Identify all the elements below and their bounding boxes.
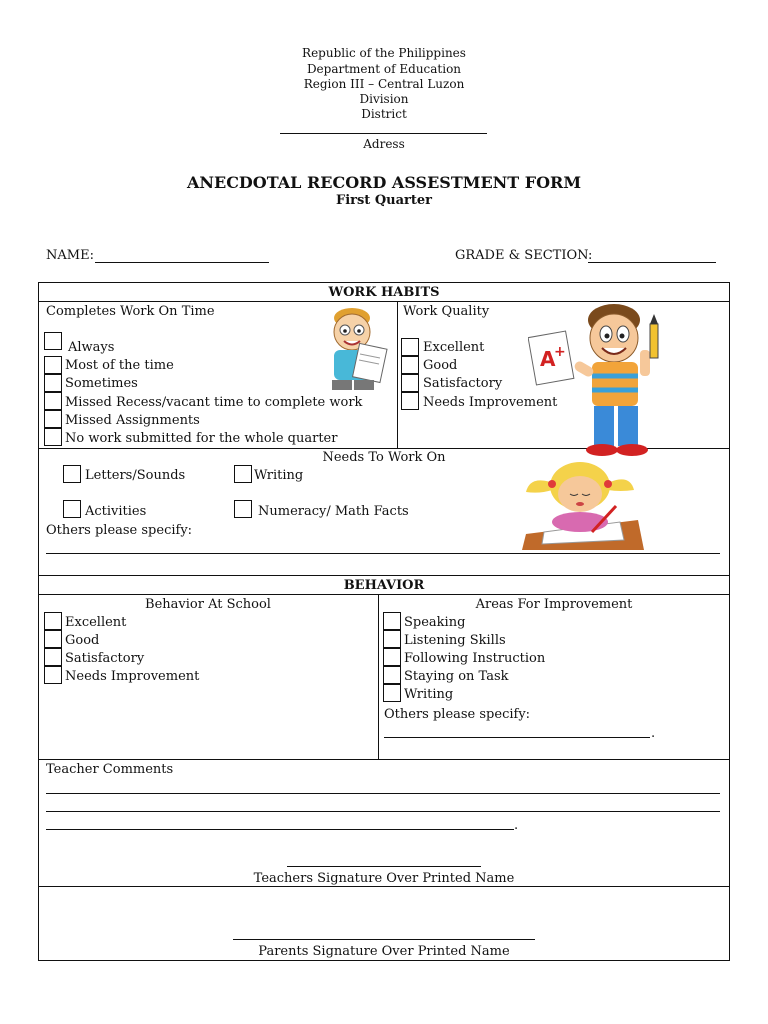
areas-others-line[interactable]	[384, 737, 650, 738]
grade-section-field[interactable]	[588, 262, 716, 263]
checkbox-speaking[interactable]	[383, 612, 401, 630]
option-missed-assignments: Missed Assignments	[65, 413, 200, 428]
needs-others-label: Others please specify:	[46, 523, 193, 538]
parent-signature-line[interactable]	[233, 939, 535, 940]
checkbox-numeracy[interactable]	[234, 500, 252, 518]
at-school-label: Behavior At School	[145, 597, 271, 612]
name-label: NAME:	[46, 248, 94, 263]
option-behavior-excellent: Excellent	[65, 615, 127, 630]
option-areas-writing: Writing	[404, 687, 454, 702]
svg-text:A: A	[540, 347, 556, 371]
checkbox-quality-satisfactory[interactable]	[401, 374, 419, 392]
teacher-comments-label: Teacher Comments	[46, 762, 174, 777]
grade-section-label: GRADE & SECTION:	[455, 248, 593, 263]
parent-signature-label: Parents Signature Over Printed Name	[258, 944, 510, 959]
option-numeracy: Numeracy/ Math Facts	[258, 504, 409, 519]
header-republic: Republic of the Philippines	[302, 46, 466, 60]
checkbox-missed-assignments[interactable]	[44, 410, 62, 428]
checkbox-most-of-time[interactable]	[44, 356, 62, 374]
option-sometimes: Sometimes	[65, 376, 138, 391]
option-no-work: No work submitted for the whole quarter	[65, 431, 338, 446]
checkbox-behavior-good[interactable]	[44, 630, 62, 648]
boy-with-pencil-icon	[528, 302, 670, 460]
option-quality-good: Good	[423, 358, 458, 373]
quality-label: Work Quality	[403, 304, 490, 319]
checkbox-missed-recess[interactable]	[44, 392, 62, 410]
girl-writing-icon	[520, 456, 646, 552]
checkbox-sometimes[interactable]	[44, 374, 62, 392]
option-writing: Writing	[254, 468, 304, 483]
areas-label: Areas For Improvement	[475, 597, 633, 612]
address-line	[280, 133, 487, 134]
comment-line-2[interactable]	[46, 811, 720, 812]
completes-label: Completes Work On Time	[46, 304, 215, 319]
checkbox-behavior-excellent[interactable]	[44, 612, 62, 630]
option-behavior-satisfactory: Satisfactory	[65, 651, 145, 666]
option-quality-excellent: Excellent	[423, 340, 485, 355]
option-quality-needs-improvement: Needs Improvement	[423, 395, 558, 410]
option-behavior-needs-improvement: Needs Improvement	[65, 669, 200, 684]
boy-reading-icon	[322, 304, 394, 396]
form-title: ANECDOTAL RECORD ASSESTMENT FORM	[186, 173, 582, 192]
checkbox-listening[interactable]	[383, 630, 401, 648]
address-label: Adress	[363, 137, 405, 151]
header-division: Division	[359, 92, 409, 106]
checkbox-quality-good[interactable]	[401, 356, 419, 374]
option-behavior-good: Good	[65, 633, 100, 648]
comment-line-3[interactable]	[46, 829, 514, 830]
needs-others-line[interactable]	[46, 553, 720, 554]
form-subtitle: First Quarter	[335, 193, 433, 208]
option-activities: Activities	[85, 504, 147, 519]
checkbox-no-work[interactable]	[44, 428, 62, 446]
behavior-heading: BEHAVIOR	[343, 578, 425, 593]
name-field[interactable]	[95, 262, 269, 263]
teacher-comments-section	[38, 759, 730, 887]
header-district: District	[361, 107, 407, 121]
option-quality-satisfactory: Satisfactory	[423, 376, 503, 391]
option-staying: Staying on Task	[404, 669, 509, 684]
header-department: Department of Education	[306, 62, 462, 76]
checkbox-activities[interactable]	[63, 500, 81, 518]
checkbox-behavior-needs-improvement[interactable]	[44, 666, 62, 684]
option-following: Following Instruction	[404, 651, 546, 666]
option-letters-sounds: Letters/Sounds	[85, 468, 186, 483]
checkbox-letters-sounds[interactable]	[63, 465, 81, 483]
areas-others-label: Others please specify:	[384, 707, 531, 722]
teacher-signature-label: Teachers Signature Over Printed Name	[253, 871, 515, 886]
option-listening: Listening Skills	[404, 633, 506, 648]
work-habits-heading: WORK HABITS	[328, 285, 440, 300]
option-speaking: Speaking	[404, 615, 466, 630]
checkbox-quality-needs-improvement[interactable]	[401, 392, 419, 410]
header-region: Region III – Central Luzon	[303, 77, 465, 91]
option-always: Always	[68, 340, 115, 355]
checkbox-quality-excellent[interactable]	[401, 338, 419, 356]
option-most-of-time: Most of the time	[65, 358, 174, 373]
checkbox-writing[interactable]	[234, 465, 252, 483]
checkbox-areas-writing[interactable]	[383, 684, 401, 702]
checkbox-following[interactable]	[383, 648, 401, 666]
checkbox-behavior-satisfactory[interactable]	[44, 648, 62, 666]
svg-text:+: +	[554, 344, 566, 360]
needs-label: Needs To Work On	[322, 450, 446, 465]
comment-line-1[interactable]	[46, 793, 720, 794]
option-missed-recess: Missed Recess/vacant time to complete work	[65, 395, 363, 410]
teacher-signature-line[interactable]	[287, 866, 481, 867]
checkbox-always[interactable]	[44, 332, 62, 350]
checkbox-staying[interactable]	[383, 666, 401, 684]
